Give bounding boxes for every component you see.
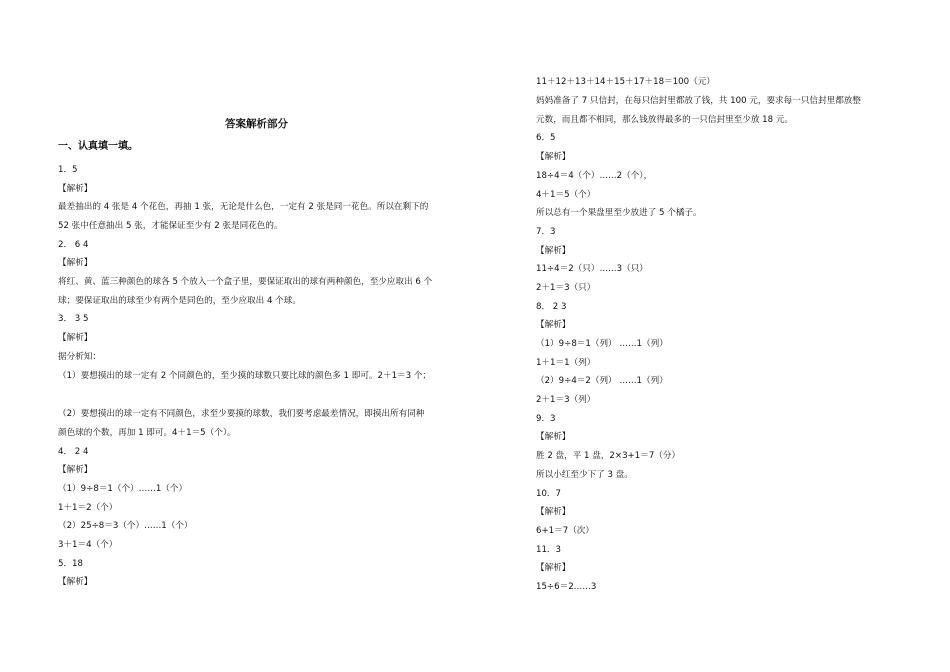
text-line: 1．5	[58, 165, 78, 175]
text-line: 4＋1＝5（个）	[536, 190, 596, 200]
text-line: 球；要保证取出的球至少有两个是同色的，至少应取出 4 个球。	[58, 296, 301, 306]
text-line: 【解析】	[536, 320, 571, 330]
text-line: 【解析】	[536, 507, 571, 517]
text-line: 【解析】	[536, 246, 571, 256]
text-line: 4． 2 4	[58, 447, 89, 457]
text-line: 7．3	[536, 227, 556, 237]
text-line: （2）要想摸出的球一定有不同颜色，求至少要摸的球数，我们要考虑最差情况，即摸出所有同种	[58, 409, 425, 419]
text-line: 所以总有一个果盘里至少放进了 5 个橘子。	[536, 208, 702, 218]
text-line: 【解析】	[58, 577, 93, 587]
text-line: 3＋1＝4（个）	[58, 540, 118, 550]
text-line: 【解析】	[536, 563, 571, 573]
text-line: （1）9÷8＝1（列） ……1（列）	[536, 339, 668, 349]
text-line: 6+1＝7（次）	[536, 526, 594, 536]
text-line: 5．18	[58, 559, 83, 569]
text-line: 将红、黄、蓝三种颜色的球各 5 个放入一个盒子里，要保证取出的球有两种颜色，至少应取出 6 个	[58, 277, 433, 287]
text-line: 【解析】	[58, 184, 93, 194]
text-line: 颜色球的个数，再加 1 即可。4＋1＝5（个）。	[58, 428, 236, 438]
text-line: 15÷6＝2……3	[536, 582, 597, 592]
text-line: 6．5	[536, 133, 556, 143]
text-line: 11＋12＋13＋14＋15＋17＋18＝100（元）	[536, 77, 715, 87]
text-line: 【解析】	[58, 465, 93, 475]
text-line: 2＋1＝3（只）	[536, 283, 596, 293]
text-line: 最差抽出的 4 张是 4 个花色，再抽 1 张，无论是什么色，一定有 2 张是同一花色。所以在剩下的	[58, 202, 429, 212]
text-line: 元数，而且都不相同，那么钱放得最多的一只信封里至少放 18 元。	[536, 115, 794, 125]
text-line: 【解析】	[536, 152, 571, 162]
text-line: 2＋1＝3（列）	[536, 395, 596, 405]
section-heading: 一、认真填一填。	[58, 141, 138, 152]
text-line: 【解析】	[58, 258, 93, 268]
text-line: 胜 2 盘，平 1 盘，2×3+1＝7（分）	[536, 451, 681, 461]
text-line: （1）9÷8＝1（个）……1（个）	[58, 484, 188, 494]
text-line: 据分析知：	[58, 352, 101, 362]
text-line: 2． 6 4	[58, 240, 89, 250]
text-line: （1）要想摸出的球一定有 2 个同颜色的，至少摸的球数只要比球的颜色多 1 即可。2＋1＝3 个；	[58, 371, 432, 381]
text-line: 【解析】	[536, 432, 571, 442]
text-line: 【解析】	[58, 333, 93, 343]
text-line: 18÷4＝4（个）……2（个），	[536, 171, 653, 181]
text-line: 1＋1＝1（列）	[536, 358, 596, 368]
text-line: 11÷4＝2（只）……3（只）	[536, 264, 648, 274]
page-title: 答案解析部分	[225, 118, 288, 130]
text-line: 3． 3 5	[58, 314, 89, 324]
text-line: 1＋1＝2（个）	[58, 503, 118, 513]
text-line: 11．3	[536, 545, 561, 555]
text-line: 所以小红至少下了 3 盘。	[536, 470, 633, 480]
text-line: 9．3	[536, 414, 556, 424]
text-line: 8． 2 3	[536, 302, 567, 312]
text-line: 妈妈准备了 7 只信封，在每只信封里都放了钱，共 100 元，要求每一只信封里都放整	[536, 96, 861, 106]
text-line: （2）9÷4＝2（列） ……1（列）	[536, 376, 668, 386]
text-line: 10．7	[536, 489, 561, 499]
text-line: 52 张中任意抽出 5 张，才能保证至少有 2 张是同花色的。	[58, 221, 283, 231]
text-line: （2）25÷8＝3（个）……1（个）	[58, 521, 193, 531]
